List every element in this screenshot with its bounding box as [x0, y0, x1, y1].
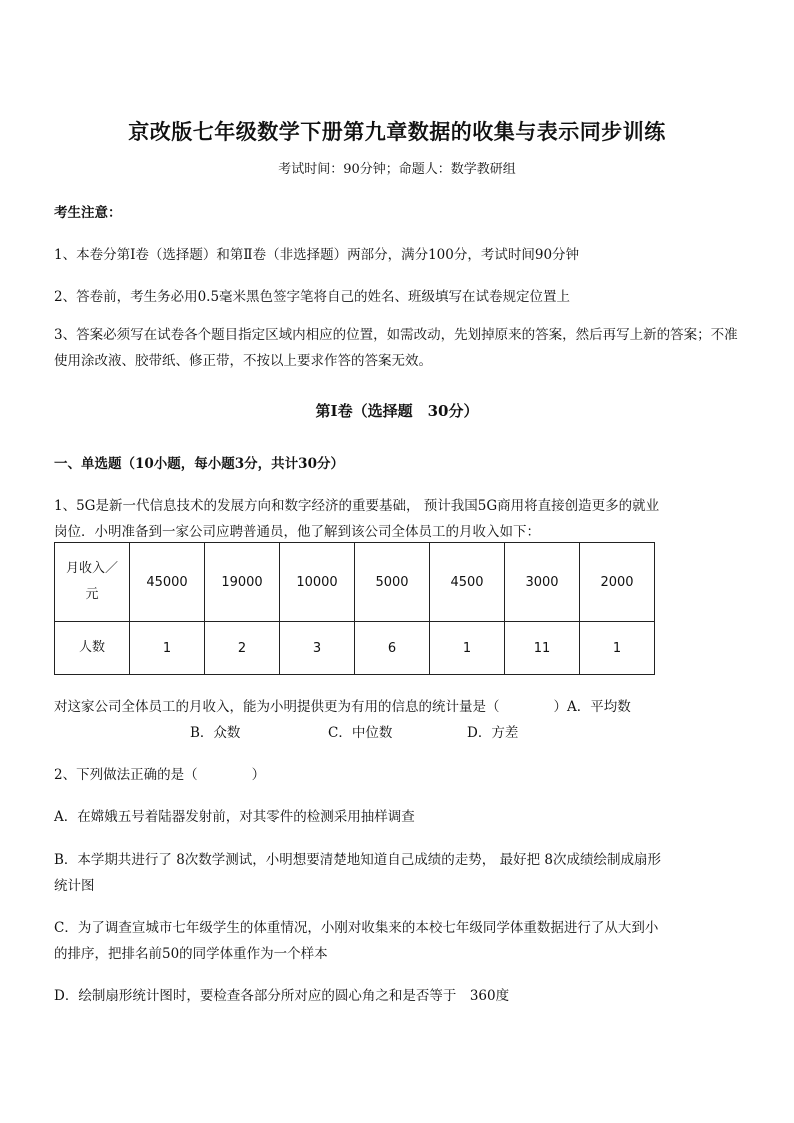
table-cell: 6 — [355, 622, 430, 675]
q1-option-a: A．平均数 — [567, 699, 631, 715]
q2-option-b-line-2: 统计图 — [54, 878, 95, 894]
notice-heading: 考生注意： — [54, 205, 122, 221]
table-cell: 2 — [205, 622, 280, 675]
table-cell: 4500 — [430, 543, 505, 622]
exam-info: 考试时间：90分钟；命题人：数学教研组 — [278, 162, 516, 177]
table-row — [55, 543, 655, 622]
q2-option-d: D．绘制扇形统计图时，要检查各部分所对应的圆心角之和是否等于 360度 — [54, 988, 510, 1004]
table-cell: 1 — [580, 622, 655, 675]
q1-line-1: 1、5G是新一代信息技术的发展方向和数字经济的重要基础， 预计我国5G商用将直接创造更多的就业 — [54, 498, 660, 514]
q1-line-2: 岗位．小明准备到一家公司应聘普通员，他了解到该公司全体员工的月收入如下： — [54, 524, 540, 540]
q2-option-c-line-2: 的排序，把排名前50的同学体重作为一个样本 — [54, 946, 328, 962]
section-title: 第Ⅰ卷（选择题 30分） — [315, 402, 479, 420]
q1-stem-text: 对这家公司全体员工的月收入，能为小明提供更为有用的信息的统计量是（ ） — [54, 699, 567, 715]
table-header-cell: 人数 — [55, 622, 130, 675]
page-title: 京改版七年级数学下册第九章数据的收集与表示同步训练 — [128, 119, 666, 144]
table-cell: 1 — [130, 622, 205, 675]
q1-stem — [54, 695, 631, 715]
notice-item-1: 1、本卷分第Ⅰ卷（选择题）和第Ⅱ卷（非选择题）两部分，满分100分，考试时间90分钟 — [54, 247, 580, 263]
income-table — [54, 542, 655, 675]
table-header-cell — [55, 543, 130, 622]
notice-item-3: 3、答案必须写在试卷各个题目指定区域内相应的位置，如需改动，先划掉原来的答案，然后再写上新的答案；不准使用涂改液、胶带纸、修正带，不按以上要求作答的答案无效。 — [54, 327, 738, 369]
table-cell: 45000 — [130, 543, 205, 622]
question-type-heading: 一、单选题（10小题，每小题3分，共计30分） — [54, 456, 344, 472]
q2-option-a: A．在嫦娥五号着陆器发射前，对其零件的检测采用抽样调查 — [54, 809, 415, 825]
income-header-line-1: 月收入／ — [65, 561, 118, 576]
q2-option-c-line-1: C．为了调查宣城市七年级学生的体重情况，小刚对收集来的本校七年级同学体重数据进行了从大到小 — [54, 920, 659, 936]
table-cell: 11 — [505, 622, 580, 675]
income-header-line-2: 元 — [85, 587, 99, 602]
table-cell: 3000 — [505, 543, 580, 622]
table-cell: 5000 — [355, 543, 430, 622]
table-cell: 1 — [430, 622, 505, 675]
q2-option-b-line-1: B．本学期共进行了 8次数学测试，小明想要清楚地知道自己成绩的走势， 最好把 8次成绩绘制成扇形 — [54, 852, 661, 868]
q2-stem: 2、下列做法正确的是（ ） — [54, 767, 266, 783]
table-cell: 10000 — [280, 543, 355, 622]
q1-option-c: C．中位数 — [328, 725, 393, 741]
notice-item-2: 2、答卷前，考生务必用0.5毫米黑色签字笔将自己的姓名、班级填写在试卷规定位置上 — [54, 289, 571, 305]
table-cell: 2000 — [580, 543, 655, 622]
table-cell: 3 — [280, 622, 355, 675]
table-cell: 19000 — [205, 543, 280, 622]
q1-option-d: D．方差 — [467, 725, 519, 741]
q1-option-b: B．众数 — [190, 725, 241, 741]
table-row — [55, 622, 655, 675]
